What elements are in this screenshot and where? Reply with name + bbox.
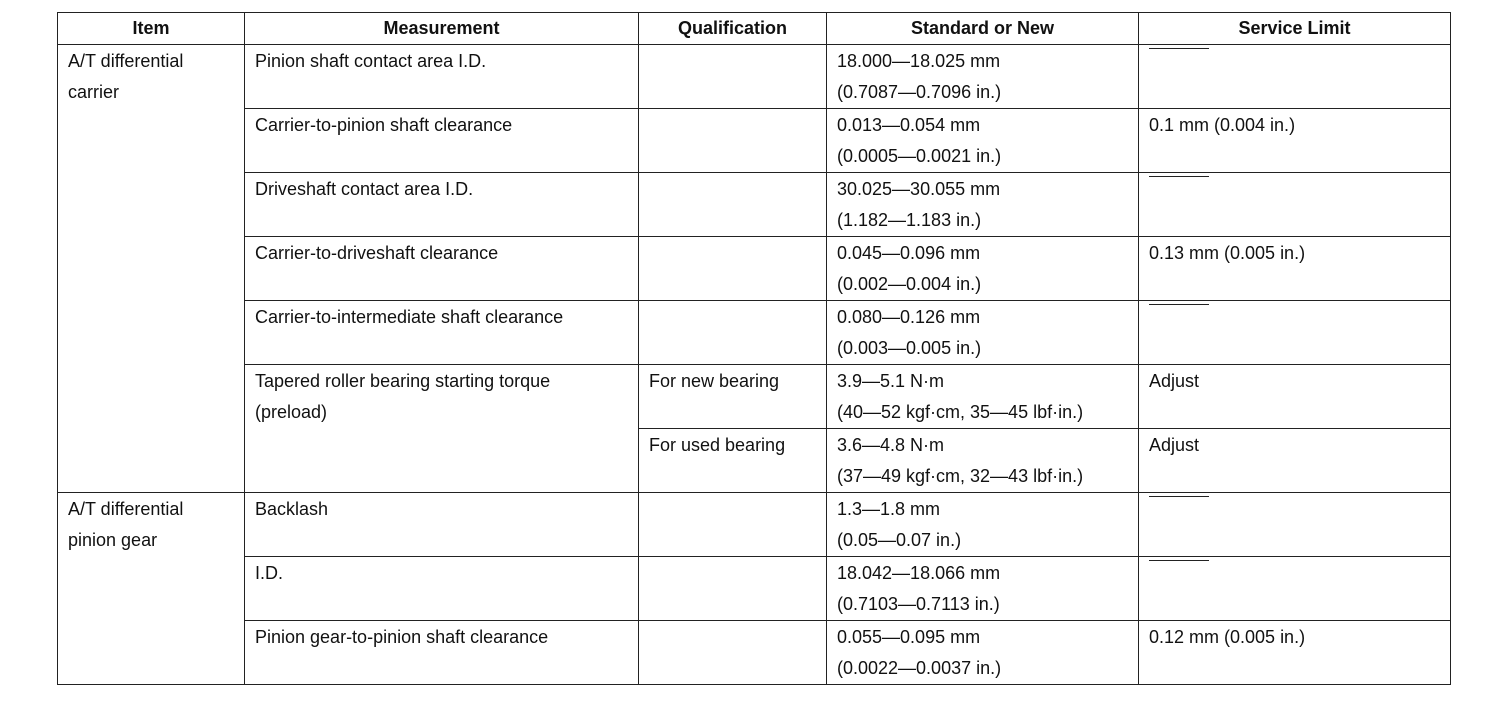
table-row: [58, 301, 1451, 365]
table-row: [58, 173, 1451, 237]
measurement-cell: Pinion shaft contact area I.D.: [245, 45, 639, 109]
measurement-cell: Backlash: [245, 493, 639, 557]
standard-value-metric: 0.045—0.096 mm: [837, 243, 981, 263]
column-header-item: Item: [58, 13, 245, 45]
item-label-line: pinion gear: [68, 530, 158, 550]
standard-value-imperial: (0.7103—0.7113 in.): [837, 594, 1000, 614]
item-cell: [58, 45, 245, 493]
standard-value-metric: 18.000—18.025 mm: [837, 51, 1001, 71]
item-label-line: A/T differential: [68, 499, 184, 519]
standard-value-imperial: (0.0022—0.0037 in.): [837, 658, 1002, 678]
table-row: [58, 557, 1451, 621]
table-row: [58, 109, 1451, 173]
standard-value-metric: 0.013—0.054 mm: [837, 115, 981, 135]
table-row: [58, 45, 1451, 109]
column-header-service-limit: Service Limit: [1139, 13, 1451, 45]
standard-cell: [827, 301, 1139, 365]
column-header-measurement: Measurement: [245, 13, 639, 45]
measurement-label-line: Tapered roller bearing starting torque: [255, 371, 551, 391]
measurement-cell: Carrier-to-driveshaft clearance: [245, 237, 639, 301]
standard-value-metric: 0.080—0.126 mm: [837, 307, 981, 327]
service-limit-cell: 0.12 mm (0.005 in.): [1139, 621, 1451, 685]
service-limit-cell: [1139, 493, 1451, 557]
service-limit-cell: [1139, 173, 1451, 237]
item-label-line: A/T differential: [68, 51, 184, 71]
standard-value-imperial: (1.182—1.183 in.): [837, 210, 982, 230]
measurement-label-line: (preload): [255, 402, 328, 422]
qualification-cell: [639, 237, 827, 301]
qualification-cell: [639, 109, 827, 173]
standard-value-metric: 0.055—0.095 mm: [837, 627, 981, 647]
table-row: [58, 365, 1451, 429]
service-limit-cell: [1139, 557, 1451, 621]
service-limit-cell: Adjust: [1139, 429, 1451, 493]
standard-value-metric: 1.3—1.8 mm: [837, 499, 941, 519]
standard-value-imperial: (0.002—0.004 in.): [837, 274, 982, 294]
standard-value-imperial: (0.0005—0.0021 in.): [837, 146, 1002, 166]
table-row: [58, 621, 1451, 685]
table-row: [58, 237, 1451, 301]
standard-cell: [827, 109, 1139, 173]
standard-cell: [827, 237, 1139, 301]
item-label-line: carrier: [68, 82, 120, 102]
service-limit-cell: 0.1 mm (0.004 in.): [1139, 109, 1451, 173]
qualification-cell: For new bearing: [639, 365, 827, 429]
standard-value-metric: 3.6—4.8 N·m: [837, 435, 945, 455]
service-limit-cell: [1139, 45, 1451, 109]
qualification-cell: [639, 621, 827, 685]
standard-value-imperial: (37—49 kgf·cm, 32—43 lbf·in.): [837, 466, 1084, 486]
column-header-standard: Standard or New: [827, 13, 1139, 45]
standard-value-imperial: (40—52 kgf·cm, 35—45 lbf·in.): [837, 402, 1084, 422]
standard-value-metric: 30.025—30.055 mm: [837, 179, 1001, 199]
standard-value-imperial: (0.7087—0.7096 in.): [837, 82, 1002, 102]
qualification-cell: For used bearing: [639, 429, 827, 493]
header-row: [58, 13, 1451, 45]
standard-value-imperial: (0.003—0.005 in.): [837, 338, 982, 358]
standard-value-metric: 3.9—5.1 N·m: [837, 371, 945, 391]
column-header-qualification: Qualification: [639, 13, 827, 45]
no-limit-dash: [1149, 48, 1209, 49]
table-row: [58, 493, 1451, 557]
standard-value-imperial: (0.05—0.07 in.): [837, 530, 962, 550]
standard-cell: [827, 493, 1139, 557]
standard-cell: [827, 557, 1139, 621]
service-limit-cell: 0.13 mm (0.005 in.): [1139, 237, 1451, 301]
no-limit-dash: [1149, 176, 1209, 177]
standard-cell: [827, 173, 1139, 237]
service-limit-cell: [1139, 301, 1451, 365]
standard-cell: [827, 621, 1139, 685]
measurement-cell: Carrier-to-pinion shaft clearance: [245, 109, 639, 173]
qualification-cell: [639, 45, 827, 109]
no-limit-dash: [1149, 496, 1209, 497]
specifications-table: [57, 12, 1451, 685]
standard-cell: [827, 45, 1139, 109]
no-limit-dash: [1149, 304, 1209, 305]
qualification-cell: [639, 557, 827, 621]
standard-cell: [827, 365, 1139, 429]
measurement-cell: Pinion gear-to-pinion shaft clearance: [245, 621, 639, 685]
qualification-cell: [639, 173, 827, 237]
standard-value-metric: 18.042—18.066 mm: [837, 563, 1001, 583]
item-cell: [58, 493, 245, 685]
qualification-cell: [639, 301, 827, 365]
measurement-cell: Carrier-to-intermediate shaft clearance: [245, 301, 639, 365]
standard-cell: [827, 429, 1139, 493]
measurement-cell: [245, 365, 639, 493]
service-limit-cell: Adjust: [1139, 365, 1451, 429]
no-limit-dash: [1149, 560, 1209, 561]
measurement-cell: Driveshaft contact area I.D.: [245, 173, 639, 237]
measurement-cell: I.D.: [245, 557, 639, 621]
qualification-cell: [639, 493, 827, 557]
